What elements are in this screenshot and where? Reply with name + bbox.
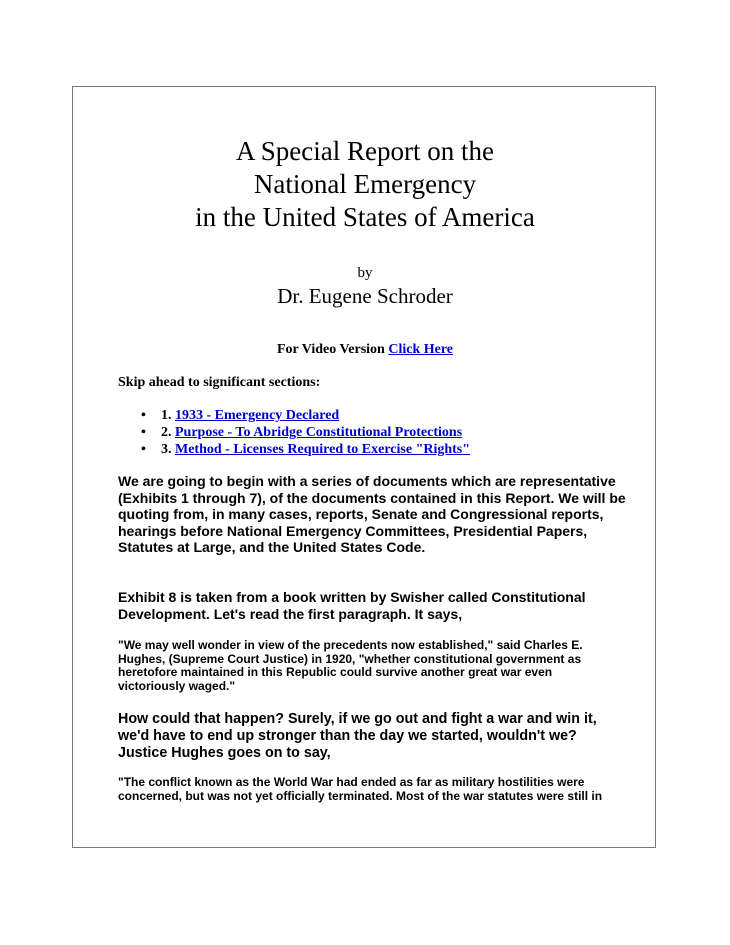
bullet-icon: •: [141, 425, 146, 440]
item-number: 3.: [161, 442, 172, 457]
document-page: [72, 86, 656, 848]
paragraph-exhibit-8: Exhibit 8 is taken from a book written by Swisher called Constitutional Development. Let's read the first paragraph. It says,: [118, 589, 586, 622]
video-click-here-link[interactable]: Click Here: [388, 342, 454, 357]
title-line-1: A Special Report on the: [236, 136, 494, 166]
video-version-label: For Video Version: [276, 342, 389, 357]
title-line-2: National Emergency: [253, 169, 477, 199]
list-item: [141, 441, 470, 458]
list-item: [141, 407, 470, 424]
bullet-icon: •: [141, 442, 146, 457]
title-line-3: in the United States of America: [195, 202, 535, 232]
bullet-icon: •: [141, 408, 146, 423]
page-title: [73, 135, 656, 234]
section-link-purpose[interactable]: Purpose - To Abridge Constitutional Protections: [175, 425, 463, 440]
paragraph-question: How could that happen? Surely, if we go out and fight a war and win it, we'd have to end up stronger than the day we started, wouldn't we? Justice Hughes goes on to say,: [118, 711, 597, 761]
section-link-emergency-declared[interactable]: 1933 - Emergency Declared: [175, 408, 340, 423]
item-number: 1.: [161, 408, 172, 423]
paragraph-intro: We are going to begin with a series of documents which are representative (Exhibits 1 through 7), of the documents contained in this Report. We will be quoting from, in many cases, reports, Senate and Congressional reports, hearings before National Emergency Committees, Presidential Papers, Statutes at Large, and the United States Code.: [118, 473, 626, 555]
byline-label: by: [357, 265, 373, 281]
quote-hughes-1: "We may well wonder in view of the precedents now established," said Charles E. Hughes, (Supreme Court Justice) in 1920, "whether constitutional government as heretofore maintained in this Republic could survive another great war even victoriously waged.": [118, 638, 583, 693]
section-list: [141, 407, 470, 458]
item-number: 2.: [161, 425, 172, 440]
skip-ahead-label: Skip ahead to significant sections:: [118, 375, 321, 390]
video-version-line: [73, 342, 656, 358]
quote-hughes-2: "The conflict known as the World War had ended as far as military hostilities were concerned, but was not yet officially terminated. Most of the war statutes were still in: [118, 775, 603, 803]
section-link-method[interactable]: Method - Licenses Required to Exercise "Rights": [175, 442, 471, 457]
list-item: [141, 424, 470, 441]
author-name: Dr. Eugene Schroder: [277, 284, 453, 308]
